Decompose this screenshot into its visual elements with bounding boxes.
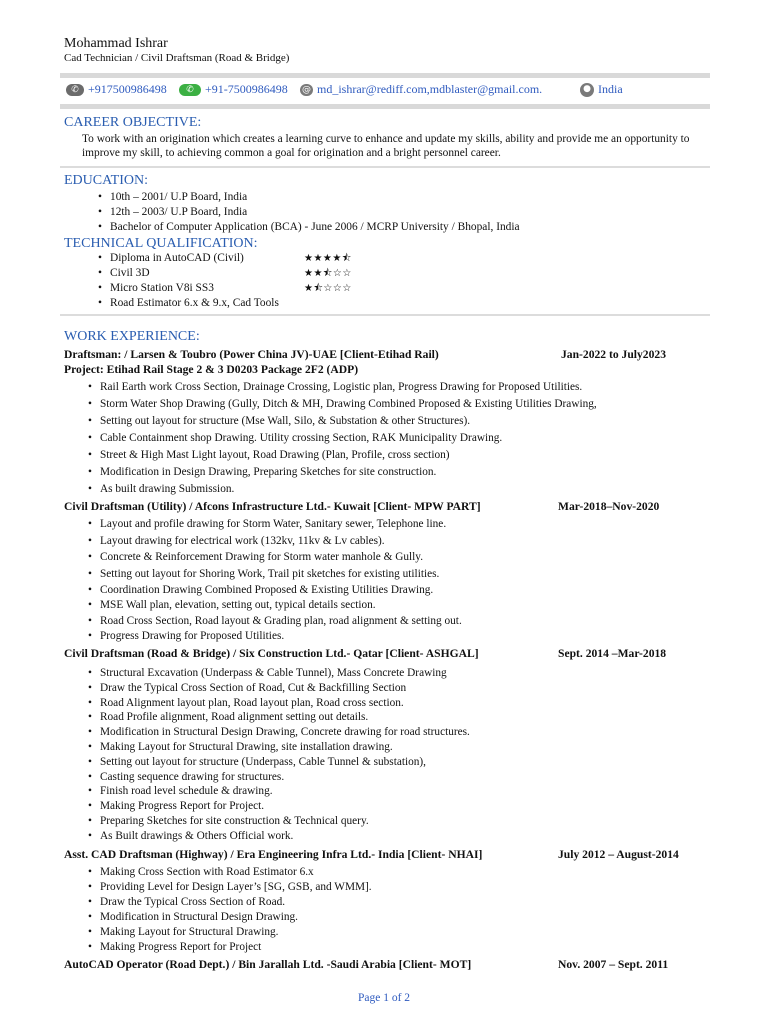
divider (60, 73, 710, 78)
education-heading: EDUCATION: (64, 173, 148, 188)
whatsapp-icon: ✆ (179, 84, 201, 96)
rating-stars-icon: ★★★★⯪ (304, 253, 352, 264)
job-duties (100, 865, 372, 955)
candidate-name: Mohammad Ishrar (64, 36, 168, 51)
rating-stars-icon: ★★⯪☆☆ (304, 268, 352, 279)
list-item: • Finish road level schedule & drawing. (100, 784, 470, 799)
email-address[interactable]: md_ishrar@rediff.com,mdblaster@gmail.com. (317, 82, 543, 96)
list-item: • Progress Drawing for Proposed Utilities. (100, 629, 462, 645)
list-item: • Structural Excavation (Underpass & Cable Tunnel), Mass Concrete Drawing (100, 666, 470, 681)
contact-email (300, 82, 542, 97)
job-date: Mar-2018–Nov-2020 (558, 500, 660, 513)
job-title: Asst. CAD Draftsman (Highway) / Era Engineering Infra Ltd.- India [Client- NHAI] July 2012 – August-2014 (64, 848, 679, 861)
list-item: • Concrete & Reinforcement Drawing for Storm water manhole & Gully. (100, 550, 462, 567)
project-title: Project: Etihad Rail Stage 2 & 3 D0203 Package 2F2 (ADP) (64, 363, 359, 376)
job-date: Jan-2022 to July2023 (561, 348, 666, 361)
list-item: • Casting sequence drawing for structures. (100, 770, 470, 785)
technical-item: • Diploma in AutoCAD (Civil) ★★★★⯪ (110, 251, 279, 266)
list-item: • Street & High Mast Light layout, Road Drawing (Plan, Profile, cross section) (100, 448, 597, 465)
list-item: • Making Cross Section with Road Estimator 6.x (100, 865, 372, 880)
at-icon: @ (302, 84, 311, 95)
list-item: • Road Alignment layout plan, Road layout plan, Road cross section. (100, 696, 470, 711)
list-item: • Road Profile alignment, Road alignment setting out details. (100, 710, 470, 725)
contact-phone (66, 82, 167, 97)
phone-number[interactable]: +917500986498 (88, 82, 167, 96)
list-item: • Setting out layout for Shoring Work, Trail pit sketches for existing utilities. (100, 567, 462, 584)
list-item: • Coordination Drawing Combined Proposed & Existing Utilities Drawing. (100, 583, 462, 598)
list-item: • Making Progress Report for Project (100, 940, 372, 955)
education-item: • 12th – 2003/ U.P Board, India (110, 205, 520, 220)
education-item: • Bachelor of Computer Application (BCA) - June 2006 / MCRP University / Bhopal, India (110, 220, 520, 235)
technical-item: • Civil 3D ★★⯪☆☆ (110, 266, 279, 281)
list-item: • Setting out layout for structure (Mse Wall, Silo, & Substation & other Structures). (100, 414, 597, 431)
list-item: • Setting out layout for structure (Underpass, Cable Tunnel & substation), (100, 755, 470, 770)
divider (60, 166, 710, 168)
whatsapp-number[interactable]: +91-7500986498 (205, 82, 288, 96)
job-duties (100, 517, 462, 645)
list-item: • Road Cross Section, Road layout & Grading plan, road alignment & setting out. (100, 614, 462, 630)
list-item: • Layout and profile drawing for Storm Water, Sanitary sewer, Telephone line. (100, 517, 462, 534)
list-item: • Modification in Design Drawing, Preparing Sketches for site construction. (100, 465, 597, 482)
list-item: • Modification in Structural Design Drawing, Concrete drawing for road structures. (100, 725, 470, 740)
job-date: Sept. 2014 –Mar-2018 (558, 647, 667, 660)
list-item: • Storm Water Shop Drawing (Gully, Ditch & MH, Drawing Combined Proposed & Existing Utilities Drawing, (100, 397, 597, 414)
candidate-title: Cad Technician / Civil Draftsman (Road & Bridge) (64, 52, 290, 64)
page-number: Page 1 of 2 (357, 992, 411, 1004)
technical-list (110, 251, 352, 311)
contact-location (580, 82, 623, 97)
job-title: Civil Draftsman (Utility) / Afcons Infrastructure Ltd.- Kuwait [Client- MPW PART] Mar-2018–Nov-2020 (64, 500, 660, 513)
job-title: AutoCAD Operator (Road Dept.) / Bin Jarallah Ltd. -Saudi Arabia [Client- MOT] Nov. 2007 – Sept. 2011 (64, 958, 669, 971)
objective-heading: CAREER OBJECTIVE: (64, 115, 202, 130)
list-item: • Layout drawing for electrical work (132kv, 11kv & Lv cables). (100, 534, 462, 551)
list-item: • Modification in Structural Design Drawing. (100, 910, 372, 925)
contact-bar (66, 82, 712, 100)
job-date: Nov. 2007 – Sept. 2011 (558, 958, 669, 971)
list-item: • MSE Wall plan, elevation, setting out, typical details section. (100, 598, 462, 614)
rating-stars-icon: ★⯪☆☆☆ (304, 283, 352, 294)
job-date: July 2012 – August-2014 (558, 848, 679, 861)
job-duties (100, 666, 470, 844)
list-item: • Draw the Typical Cross Section of Road. (100, 895, 372, 910)
location-text: India (598, 82, 623, 96)
list-item: • Providing Level for Design Layer’s [SG, GSB, and WMM]. (100, 880, 372, 895)
list-item: • As built drawing Submission. (100, 482, 597, 499)
contact-whatsapp (179, 82, 288, 97)
job-title: Civil Draftsman (Road & Bridge) / Six Construction Ltd.- Qatar [Client- ASHGAL] Sept. 2014 –Mar-2018 (64, 647, 667, 660)
work-heading: WORK EXPERIENCE: (64, 329, 200, 344)
divider (60, 104, 710, 109)
technical-item: • Micro Station V8i SS3 ★⯪☆☆☆ (110, 281, 279, 296)
job-title: Draftsman: / Larsen & Toubro (Power China JV)-UAE [Client-Etihad Rail) Jan-2022 to July2023 (64, 348, 666, 361)
technical-heading: TECHNICAL QUALIFICATION: (64, 236, 258, 251)
list-item: • Making Layout for Structural Drawing. (100, 925, 372, 940)
job-duties (100, 380, 597, 499)
phone-icon: ✆ (66, 84, 84, 96)
technical-item: • Road Estimator 6.x & 9.x, Cad Tools (110, 296, 279, 311)
list-item: • Cable Containment shop Drawing. Utility crossing Section, RAK Municipality Drawing. (100, 431, 597, 448)
location-pin-icon: ● (580, 83, 594, 97)
list-item: • Making Progress Report for Project. (100, 799, 470, 814)
list-item: • As Built drawings & Others Official work. (100, 829, 470, 844)
list-item: • Draw the Typical Cross Section of Road, Cut & Backfilling Section (100, 681, 470, 696)
list-item: • Rail Earth work Cross Section, Drainage Crossing, Logistic plan, Progress Drawing for Proposed Utilities. (100, 380, 597, 397)
list-item: • Making Layout for Structural Drawing, site installation drawing. (100, 740, 470, 755)
education-item: • 10th – 2001/ U.P Board, India (110, 190, 520, 205)
education-list (110, 190, 520, 235)
divider (60, 314, 710, 316)
list-item: • Preparing Sketches for site construction & Technical query. (100, 814, 470, 829)
objective-text: To work with an origination which creates a learning curve to enhance and update my skills, ability and provide me an opportunity to improve my skill, to achieving common a goal for origination and a bright personnel career. (82, 133, 690, 159)
